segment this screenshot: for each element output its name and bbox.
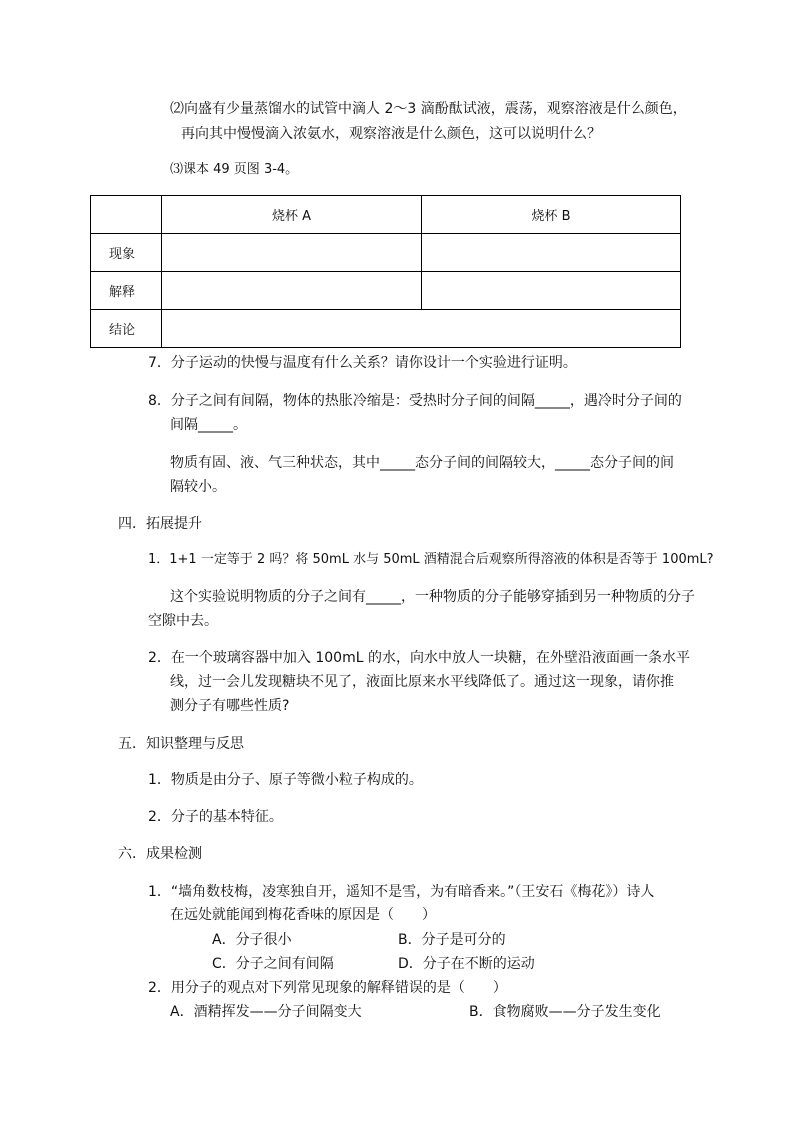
sec6-q1-option-c: C．分子之间有间隔	[212, 956, 334, 972]
sec4-q2-line-2: 线，过一会儿发现糖块不见了，液面比原来水平线降低了。通过这一现象，请你推	[170, 674, 674, 690]
row-label-conclusion: 结论	[91, 310, 162, 348]
sec4-q1-line-3: 空隙中去。	[148, 613, 218, 629]
sec6-q1-option-d: D．分子在不断的运动	[398, 956, 535, 972]
table-cell	[162, 234, 422, 272]
section-6-title: 六．成果检测	[118, 846, 202, 862]
sec5-item-2: 2．分子的基本特征。	[148, 809, 283, 825]
q8-line-4: 隔较小。	[170, 479, 226, 495]
q7-line-1: 7．分子运动的快慢与温度有什么关系？请你设计一个实验进行证明。	[148, 355, 577, 371]
sec5-item-1: 1．物质是由分子、原子等微小粒子构成的。	[148, 772, 423, 788]
sec4-q2-line-3: 测分子有哪些性质?	[170, 698, 290, 714]
table-cell	[162, 310, 681, 348]
row-label-phenomenon: 现象	[91, 234, 162, 272]
q2-line-2: 再向其中慢慢滴入浓氨水，观察溶液是什么颜色，这可以说明什么？	[181, 126, 601, 142]
table-cell	[422, 234, 681, 272]
table-header-beaker-a: 烧杯 A	[162, 196, 422, 234]
q8-line-2: 间隔_____。	[170, 417, 247, 433]
q2-line-1: ⑵向盛有少量蒸馏水的试管中滴人 2～3 滴酚酞试液，震荡，观察溶液是什么颜色，	[170, 101, 687, 117]
q8-line-1: 8．分子之间有间隔，物体的热胀冷缩是：受热时分子间的间隔_____，遇冷时分子间的	[148, 393, 682, 409]
sec6-q2-line-1: 2．用分子的观点对下列常见现象的解释错误的是（ ）	[148, 980, 507, 996]
q3-line-1: ⑶课本 49 页图 3-4。	[170, 162, 299, 177]
sec4-q2-line-1: 2．在一个玻璃容器中加入 100mL 的水，向水中放人一块糖，在外壁沿液面画一条水平	[148, 650, 690, 666]
table-cell	[162, 272, 422, 310]
sec4-q1-line-2: 这个实验说明物质的分子之间有_____，一种物质的分子能够穿插到另一种物质的分子	[170, 589, 695, 605]
sec4-q1-line-1: 1．1+1 一定等于 2 吗？将 50mL 水与 50mL 酒精混合后观察所得溶液的体积是否等于 100mL?	[148, 552, 714, 567]
q8-line-3: 物质有固、液、气三种状态，其中_____态分子间的间隔较大，_____态分子间的间	[170, 455, 674, 471]
table-header-beaker-b: 烧杯 B	[422, 196, 681, 234]
table-row	[91, 234, 681, 272]
table-row	[91, 272, 681, 310]
sec6-q1-line-1: 1．“墙角数枝梅，凌寒独自开，遥知不是雪，为有暗香来。”（王安石《梅花》）诗人	[148, 884, 655, 900]
sec6-q2-option-a: A．酒精挥发——分子间隔变大	[170, 1004, 362, 1020]
sec6-q1-option-b: B．分子是可分的	[398, 932, 506, 948]
section-5-title: 五．知识整理与反思	[118, 736, 244, 752]
sec6-q1-option-a: A．分子很小	[212, 932, 292, 948]
sec6-q2-option-b: B．食物腐败——分子发生变化	[469, 1004, 661, 1020]
table-cell	[422, 272, 681, 310]
sec6-q1-line-2: 在远处就能闻到梅花香味的原因是（ ）	[170, 907, 436, 923]
table-row	[91, 310, 681, 348]
observation-table	[90, 195, 681, 348]
table-header-cell	[91, 196, 162, 234]
row-label-explanation: 解释	[91, 272, 162, 310]
table-header-row	[91, 196, 681, 234]
section-4-title: 四．拓展提升	[118, 516, 202, 532]
